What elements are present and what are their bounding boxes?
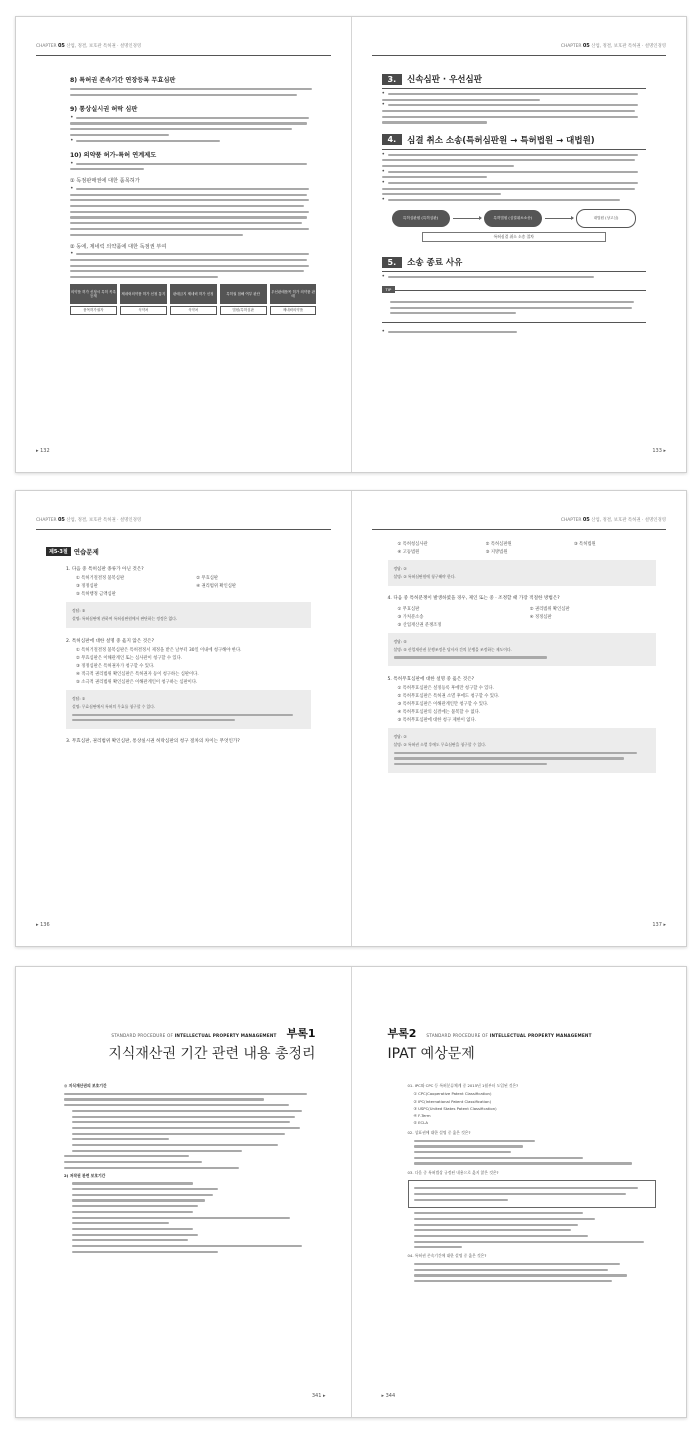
choice: ② 특허무효심판은 특허권 소멸 후에도 청구할 수 있다. <box>397 694 500 700</box>
choice: ⑤ 특허무효심판에 대한 청구 제한이 없다. <box>397 718 476 724</box>
page-body <box>64 1081 315 1256</box>
question-1: 1. 다음 중 특허심판 종류가 아닌 것은? <box>66 567 144 572</box>
page-136 <box>16 491 352 946</box>
heading-number: 5. <box>382 257 403 268</box>
header-chapter: CHAPTER <box>560 518 582 523</box>
arrow-icon <box>545 218 573 219</box>
spread-pages-136-137 <box>15 490 687 947</box>
choice: ① 특허거절결정 불복심판 <box>76 576 125 581</box>
question-2: 2. 특허심판에 대한 설명 중 옳지 않은 것은? <box>66 639 155 644</box>
choice: ① CPC(Cooperative Patent Classification) <box>413 1091 492 1097</box>
heading-text: 신속심판 · 우선심판 <box>407 75 482 85</box>
arrow-icon <box>453 218 481 219</box>
choice: ① 특허청심사관 <box>397 542 428 547</box>
tip-box <box>382 287 647 323</box>
flowchart-caption: 특허심결 취소 소송 절차 <box>422 232 607 242</box>
choice: ④ 정정심판 <box>529 614 552 620</box>
answer-box <box>66 690 311 729</box>
heading-number: 3. <box>382 74 403 85</box>
header-chapter-number: 05 <box>582 43 590 49</box>
choice: ④ 권리범위 확인심판 <box>196 584 237 589</box>
page-number: 133 ▸ <box>652 448 666 454</box>
question-5: 5. 특허무효심판에 대한 설명 중 옳은 것은? <box>387 677 475 683</box>
answer: 정답: ⑤ <box>72 608 86 613</box>
header-title: 산업, 정결, 보호관 특허권 · 설명인경영 <box>591 518 666 523</box>
header-chapter: CHAPTER <box>560 44 582 49</box>
answer-box <box>388 560 657 586</box>
choice: ⑤ 특허행정 금액심판 <box>76 592 116 597</box>
choice: ③ 특허무효심판은 이해관계인만 청구할 수 있다. <box>397 702 489 708</box>
heading-text: 소송 종료 사유 <box>407 258 463 269</box>
choice: ⑤ 소극적 권리범위 확인심판은 이해관계인이 청구하는 심판이다. <box>76 680 198 685</box>
answer-box <box>66 602 311 628</box>
approval-flowchart <box>70 284 317 315</box>
header-chapter: CHAPTER <box>36 518 57 523</box>
running-header <box>372 517 667 530</box>
subsection-title: ② 동에, 제네릭 의약품에 대한 독점권 부여 <box>70 243 167 250</box>
heading-5 <box>382 256 647 268</box>
oval-supreme-court: 대법원 (상고심) <box>576 209 636 228</box>
section-title: 2) 저작권 관련 보호기간 <box>64 1172 106 1178</box>
page-344 <box>352 967 687 1417</box>
series-title: INTELLECTUAL PROPERTY MANAGEMENT <box>489 1033 592 1038</box>
header-chapter-number: 05 <box>57 517 65 523</box>
heading-text: 심결 취소 소송(특허심판원 → 특허법원 → 대법원) <box>407 135 595 146</box>
choice: ④ 적극적 권리범위 확인심판은 특허권자 등이 청구하는 심판이다. <box>76 672 199 677</box>
appendix-header <box>388 1025 667 1041</box>
explanation: 설명: ⑤ 산업재산권 분쟁조정은 당사자 간의 분쟁을 조정하는 제도이다. <box>393 646 512 652</box>
section-title: 10) 의약품 허가-특허 연계제도 <box>70 151 157 159</box>
choice: ③ 특허법원 <box>573 542 596 547</box>
choice: ④ 특허무효심판의 심결에는 불복할 수 없다. <box>397 710 481 716</box>
flow-step-4-caption: 법원/특허심판 <box>220 306 267 315</box>
answer: 정답: ⑤ <box>393 638 407 644</box>
choice: ② 무효심판 <box>196 576 219 581</box>
section-title: 9) 통상실시권 허락 심판 <box>70 105 138 113</box>
flow-step-5-caption: 제네릭의약품 <box>270 306 317 315</box>
spread-appendix <box>15 966 687 1418</box>
series-title: INTELLECTUAL PROPERTY MANAGEMENT <box>174 1033 277 1038</box>
question-4: 04. 특허권 존속기간에 대한 설명 중 옳은 것은? <box>407 1253 487 1259</box>
header-chapter-number: 05 <box>57 43 65 49</box>
choice: ④ 고등법원 <box>397 550 420 555</box>
section-title: ◎ 지식재산권의 보호기간 <box>64 1083 107 1089</box>
choice: ② 무효심판은 이해관계인 또는 심사관이 청구할 수 있다. <box>76 656 183 661</box>
answer: 정답: ② <box>393 734 407 740</box>
answer-box <box>388 633 657 666</box>
oval-patent-court: 특허법원 (심결취소소송) <box>484 210 542 227</box>
choice: ① 특허거절결정 불복심판은 특허결정서 제정을 받은 날부터 30일 이내에 청구해야 한다. <box>76 648 242 653</box>
explanation: 설명: 무효심판에서 특허의 무효를 청구할 수 있다. <box>72 704 156 709</box>
choice: ③ 가처분소송 <box>397 614 424 620</box>
flow-step-3: 판매금지 제네릭 허가 신청 <box>170 284 217 304</box>
flow-step-5: 우선판매품목 허가 의약품 판매 <box>270 284 317 304</box>
flow-step-3-caption: 식약처 <box>170 306 217 315</box>
question-3-box <box>408 1180 657 1209</box>
question-3: 3. 무효심판, 권리범위 확인심판, 통상실시권 허락심판의 청구 절차의 차이는 무엇인가? <box>66 738 240 744</box>
explanation: 설명: ② 특허심판원에 청구해야 한다. <box>393 574 456 579</box>
appendix-label: 부록2 <box>387 1027 417 1040</box>
flow-step-2: 제네릭의약품 허가 신청 통지 <box>120 284 167 304</box>
page-132 <box>16 17 352 472</box>
subsection-title: ① 독점판매권에 대한 품목허가 <box>70 178 140 185</box>
page-341 <box>16 967 352 1417</box>
series-label <box>111 1033 276 1038</box>
page-body <box>382 63 647 337</box>
page-number: 137 ▸ <box>652 922 666 928</box>
heading-4 <box>382 134 647 146</box>
page-body <box>408 1081 657 1286</box>
page-body <box>70 67 317 315</box>
heading-number: 4. <box>382 134 403 145</box>
choice: ④ F-Term <box>413 1112 431 1118</box>
header-chapter: CHAPTER <box>36 44 57 49</box>
question-1: 01. IPC와 CPC 등 특허분류체계 중 2015년 1월부터 도입된 것은? <box>407 1083 519 1089</box>
question-3: 03. 다음 중 특허법상 규정된 내용으로 옳지 않은 것은? <box>407 1169 499 1175</box>
choice: ① 무효심판 <box>397 606 420 612</box>
series-prefix: STANDARD PROCEDURE OF <box>111 1033 174 1038</box>
choice: ③ USPC(United States Patent Classification) <box>413 1105 497 1111</box>
tip-label: TIP <box>382 286 396 293</box>
heading-3 <box>382 73 647 85</box>
choice: ⑤ 지방법원 <box>485 550 508 555</box>
question-2: 02. 상표권에 대한 설명 중 옳은 것은? <box>407 1130 471 1136</box>
choice: ⑤ 산업재산권 분쟁조정 <box>397 622 442 628</box>
question-4: 4. 다음 중 특허분쟁이 발생하였을 경우, 제인 또는 중 · 조정할 때 가장 적절한 방법은? <box>387 596 560 601</box>
appendix-title: IPAT 예상문제 <box>387 1046 475 1062</box>
page-133 <box>352 17 687 472</box>
exercise-tag: 제5-3절 <box>46 547 71 556</box>
page-body <box>46 541 311 749</box>
spread-pages-132-133 <box>15 16 687 473</box>
page-number: 341 ▸ <box>311 1393 326 1399</box>
header-chapter-number: 05 <box>582 517 590 523</box>
answer-box <box>388 728 657 773</box>
flow-step-4: 특허권 침해 여부 판단 <box>220 284 267 304</box>
explanation: 설명: 특허심판에 관하여 특허심판원에서 판단하는 정정은 없다. <box>72 616 178 621</box>
appendix-title: 지식재산권 기간 관련 내용 총정리 <box>108 1046 316 1062</box>
flow-step-2-caption: 식약처 <box>120 306 167 315</box>
exercise-heading: 연습문제 <box>73 548 99 556</box>
choice: ② IPC(International Patent Classification) <box>413 1098 492 1104</box>
header-title: 산업, 정결, 보호관 특허권 · 설명인경영 <box>591 44 666 49</box>
header-title: 산업, 정결, 보호관 특허권 · 설명인경영 <box>66 518 142 523</box>
explanation: 설명: ② 특허권 소멸 후에도 무효심판을 청구할 수 있다. <box>393 742 487 748</box>
choice: ② 권리범위 확인심판 <box>529 606 570 612</box>
section-title: 8) 특허권 존속기간 연장등록 무효심판 <box>70 77 176 84</box>
page-number: ▸ 344 <box>381 1393 396 1399</box>
choice: ③ 정정심판은 특허권자가 청구할 수 있다. <box>76 664 155 669</box>
page-137 <box>352 491 687 946</box>
appendix-label: 부록1 <box>286 1027 316 1040</box>
running-header <box>372 43 667 56</box>
page-number: ▸ 132 <box>36 448 50 454</box>
series-prefix: STANDARD PROCEDURE OF <box>426 1033 489 1038</box>
running-header <box>36 43 331 56</box>
choice: ⑤ ECLA <box>413 1120 428 1126</box>
choice: ① 특허무효심판은 설정등록 후에만 청구할 수 있다. <box>397 686 494 692</box>
choice: ③ 정정심판 <box>76 584 98 589</box>
appeal-flowchart <box>392 209 637 228</box>
page-number: ▸ 136 <box>36 922 50 928</box>
running-header <box>36 517 331 530</box>
answer: 정답: ② <box>393 566 407 571</box>
flow-step-1: 의약품 허가 신청시 특허 목록 등재 <box>70 284 117 304</box>
oval-patent-tribunal: 특허심판원 (특허심판) <box>392 210 450 227</box>
page-body <box>388 541 657 773</box>
exercise-title <box>46 547 311 556</box>
choice: ② 특허심판원 <box>485 542 512 547</box>
flow-step-1-caption: 품목허가권자 <box>70 306 117 315</box>
answer: 정답: ② <box>72 696 86 701</box>
series-label <box>426 1033 591 1038</box>
header-title: 산업, 정결, 보호관 특허권 · 설명인경영 <box>66 44 142 49</box>
appendix-header <box>46 1025 316 1041</box>
